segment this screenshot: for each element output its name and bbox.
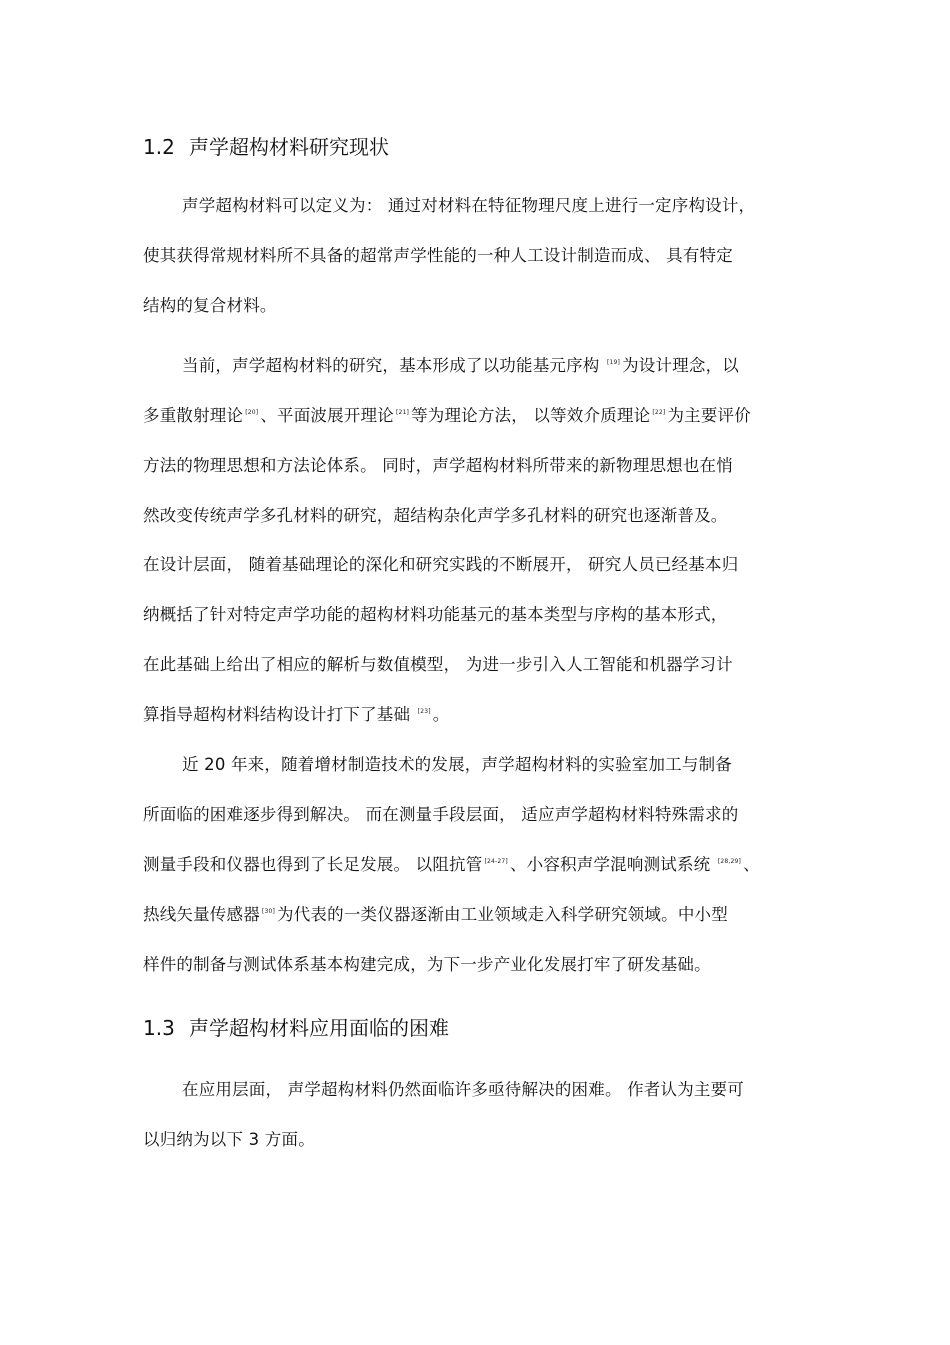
paragraph-line: 多重散射理论 [20] 、平面波展开理论 [21] 等为理论方法， 以等效介质理论 [22] 为主要评价 [143, 406, 751, 425]
paragraph-line: 在应用层面， 声学超构材料仍然面临许多亟待解决的困难。 作者认为主要可 [182, 1080, 744, 1099]
citation: [22] [652, 409, 666, 416]
citation: [19] [606, 359, 621, 366]
section-heading-1-2 [143, 137, 389, 157]
paragraph-line: 声学超构材料可以定义为： 通过对材料在特征物理尺度上进行一定序构设计， [182, 196, 756, 215]
paragraph-line: 在此基础上给出了相应的解析与数值模型， 为进一步引入人工智能和机器学习计 [143, 655, 733, 674]
citation: [20] [245, 409, 259, 416]
paragraph-line: 结构的复合材料。 [143, 296, 277, 315]
paragraph-line: 以归纳为以下 3 方面。 [143, 1130, 315, 1149]
citation: [30] [261, 908, 276, 915]
paragraph-line: 所面临的困难逐步得到解决。 而在测量手段层面， 适应声学超构材料特殊需求的 [143, 805, 739, 824]
paragraph-line: 在设计层面， 随着基础理论的深化和研究实践的不断展开， 研究人员已经基本归 [143, 555, 739, 574]
section-title: 声学超构材料应用面临的困难 [189, 1016, 449, 1040]
section-number: 1.2 [143, 135, 175, 159]
citation: [28,29] [717, 858, 742, 865]
paragraph-line: 测量手段和仪器也得到了长足发展。 以阻抗管 [24-27] 、小容积声学混响测试系统 [28,29] 、 [143, 855, 760, 874]
paragraph-line: 使其获得常规材料所不具备的超常声学性能的一种人工设计制造而成、 具有特定 [143, 246, 733, 265]
section-title: 声学超构材料研究现状 [189, 135, 389, 159]
paragraph-line: 近 20 年来，随着增材制造技术的发展，声学超构材料的实验室加工与制备 [182, 755, 732, 774]
paragraph-line: 然改变传统声学多孔材料的研究，超结构杂化声学多孔材料的研究也逐渐普及。 [143, 506, 728, 525]
citation: [21] [395, 409, 410, 416]
paragraph-line: 当前，声学超构材料的研究，基本形成了以功能基元序构 [19] 为设计理念，以 [182, 356, 739, 375]
paragraph-line: 热线矢量传感器 [30] 为代表的一类仪器逐渐由工业领域走入科学研究领域。中小型 [143, 905, 728, 924]
section-number: 1.3 [143, 1016, 175, 1040]
paragraph-line: 纳概括了针对特定声学功能的超构材料功能基元的基本类型与序构的基本形式， [143, 605, 728, 624]
paragraph-line: 方法的物理思想和方法论体系。 同时，声学超构材料所带来的新物理思想也在悄 [143, 456, 733, 475]
citation: [23] [417, 708, 431, 715]
paragraph-line: 算指导超构材料结构设计打下了基础 [23] 。 [143, 705, 450, 724]
section-heading-1-3 [143, 1018, 449, 1038]
paragraph-line: 样件的制备与测试体系基本构建完成，为下一步产业化发展打牢了研发基础。 [143, 955, 711, 974]
citation: [24-27] [484, 858, 508, 865]
